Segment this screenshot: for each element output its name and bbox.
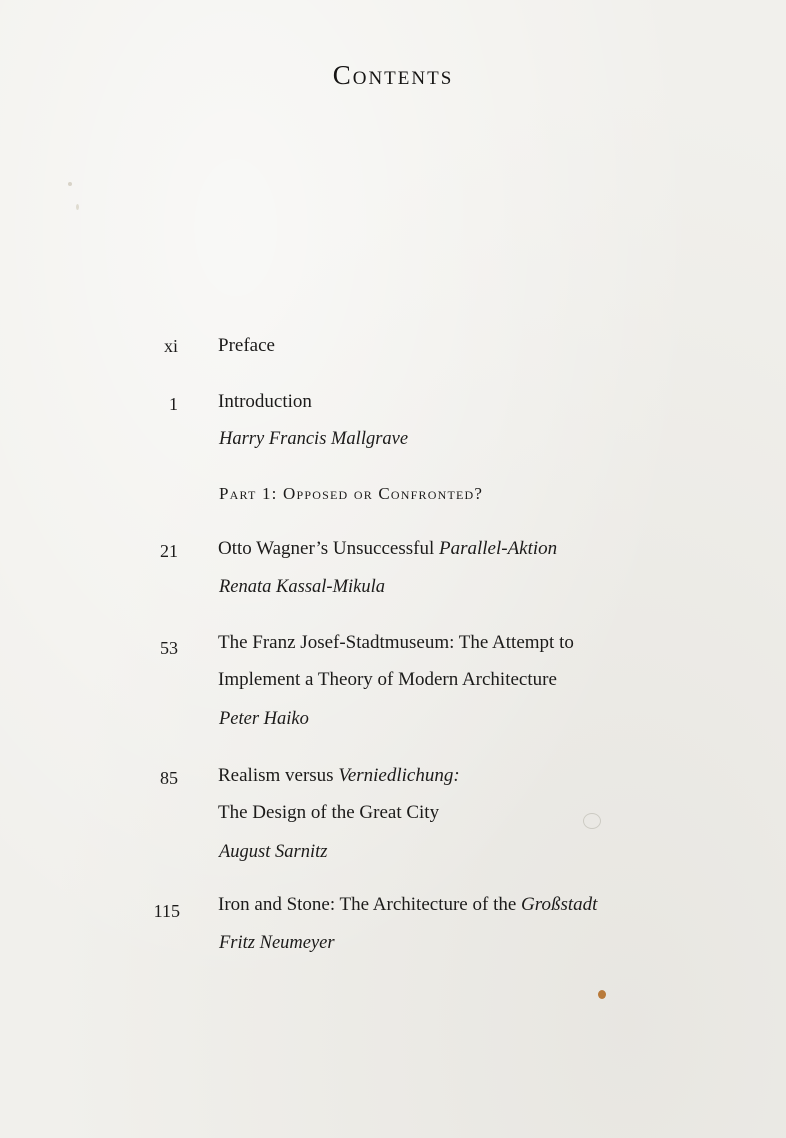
- entry-author: Harry Francis Mallgrave: [219, 429, 409, 449]
- page-number: xi: [163, 336, 178, 356]
- entry-author: Peter Haiko: [219, 709, 309, 729]
- entry-title-line-2: Implement a Theory of Modern Architecture: [218, 669, 557, 690]
- entry-title-text: Otto Wagner’s Unsuccessful: [218, 538, 439, 559]
- entry-title: [218, 894, 597, 916]
- page-number: 85: [160, 768, 178, 788]
- entry-title-text: Iron and Stone: The Architecture of the: [218, 894, 522, 915]
- page-title: Contents: [332, 60, 454, 90]
- entry-title: Preface: [218, 335, 275, 356]
- page-number: 1: [169, 394, 178, 414]
- entry-title-italic: Verniedlichung:: [338, 765, 460, 786]
- entry-title-text: Realism versus: [218, 765, 339, 786]
- paper-blemish: [68, 182, 72, 186]
- paper-stain: [583, 813, 601, 829]
- entry-title-italic: Parallel-Aktion: [438, 538, 558, 559]
- entry-title-line-2: The Design of the Great City: [218, 802, 440, 823]
- part-heading: Part 1: Opposed or Confronted?: [219, 484, 484, 503]
- entry-author: August Sarnitz: [219, 842, 328, 862]
- entry-author: Fritz Neumeyer: [219, 933, 335, 953]
- entry-author: Renata Kassal-Mikula: [219, 577, 385, 597]
- entry-title: [218, 538, 557, 560]
- page-number: 115: [153, 901, 180, 921]
- entry-title: Introduction: [218, 391, 312, 412]
- page-number: 53: [160, 638, 178, 658]
- paper-stain: [598, 990, 606, 999]
- page-number: 21: [160, 541, 178, 561]
- entry-title-line-1: The Franz Josef-Stadtmuseum: The Attempt to: [218, 632, 574, 653]
- entry-title-line-1: [218, 765, 460, 787]
- entry-title-italic: Großstadt: [521, 894, 598, 915]
- paper-blemish: [76, 204, 79, 210]
